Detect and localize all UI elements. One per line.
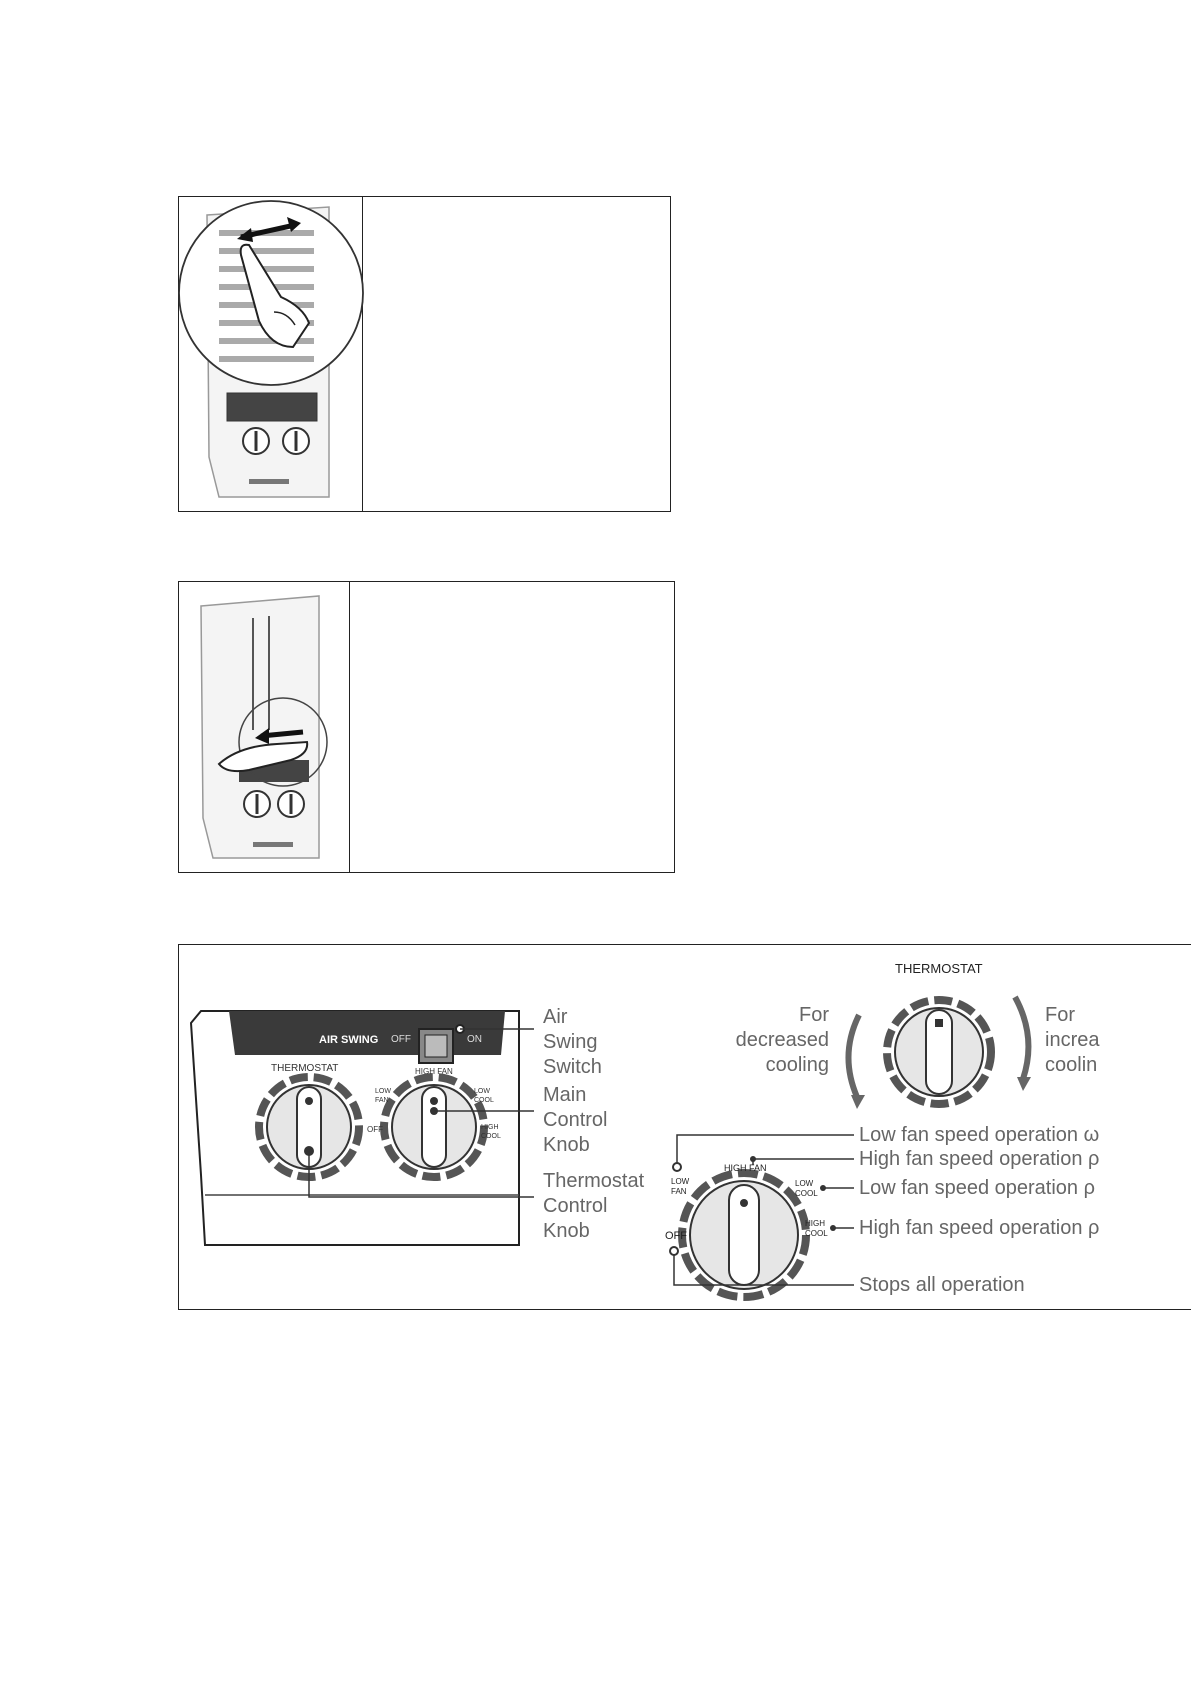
louver-adjust-figure-box	[178, 196, 671, 512]
thermostat-decreased-cooling: For decreased cooling	[735, 1004, 829, 1076]
panel-on-label: ON	[467, 1034, 482, 1045]
control-panel-figure-box	[178, 944, 1191, 1310]
thermostat-detail-knob	[848, 997, 1031, 1109]
panel-air-swing-label: AIR SWING	[319, 1034, 379, 1046]
desc-off: Stops all operation	[859, 1274, 1025, 1296]
desc-high-cool: High fan speed operation ρ	[859, 1217, 1100, 1239]
panel-off-label: OFF	[391, 1034, 411, 1045]
unit-louver-illustration	[179, 197, 363, 511]
panel-knob-off: OFF	[367, 1125, 383, 1134]
vane-adjust-figure-box	[178, 581, 675, 873]
thermostat-detail-title: THERMOSTAT	[895, 961, 983, 976]
callout-thermostat-control-knob: Thermostat Control Knob	[543, 1170, 645, 1242]
desc-high-fan: High fan speed operation ρ	[859, 1148, 1100, 1170]
main-detail-high-fan: HIGH FAN	[724, 1163, 767, 1173]
desc-low-cool: Low fan speed operation ρ	[859, 1177, 1095, 1199]
main-detail-off: OFF	[665, 1230, 687, 1242]
callout-main-control-knob: Main Control Knob	[543, 1084, 608, 1156]
panel-thermostat-label: THERMOSTAT	[271, 1063, 339, 1074]
desc-low-fan: Low fan speed operation ω	[859, 1124, 1100, 1146]
main-knob-detail	[670, 1135, 854, 1297]
panel-knob-low-cool: LOW COOL	[474, 1088, 494, 1104]
main-detail-low-cool: LOW COOL	[795, 1179, 818, 1198]
panel-knob-high-fan: HIGH FAN	[415, 1067, 453, 1076]
main-detail-low-fan: LOW FAN	[671, 1177, 690, 1196]
panel-knob-low-fan: LOW FAN	[375, 1088, 391, 1104]
thermostat-increased-cooling: For increa coolin	[1045, 1004, 1100, 1076]
callout-air-swing-switch: Air Swing Switch	[543, 1006, 602, 1078]
unit-vane-illustration	[179, 582, 350, 872]
panel-knob-high-cool: HIGH COOL	[481, 1124, 501, 1140]
main-detail-high-cool: HIGH COOL	[805, 1219, 828, 1238]
